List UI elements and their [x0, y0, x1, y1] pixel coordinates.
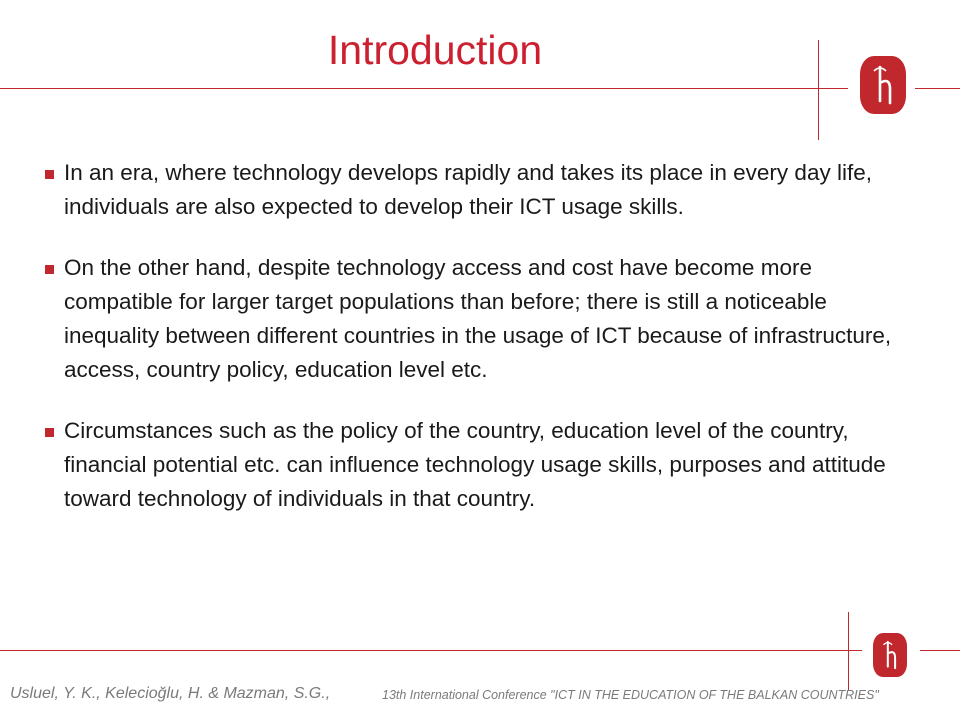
square-bullet-icon	[45, 265, 54, 274]
university-logo-icon	[873, 633, 907, 677]
bullet-text: Circumstances such as the policy of the country, education level of the country, financial potential etc. can influence technology usage skills, purposes and attitude toward technology of individuals in that country.	[64, 418, 886, 511]
bullet-item	[42, 414, 922, 516]
top-vertical-divider	[818, 40, 819, 140]
slide-title: Introduction	[327, 27, 543, 73]
university-logo-icon	[860, 56, 906, 114]
top-divider-left	[0, 88, 848, 89]
footer-conference: 13th International Conference "ICT IN THE EDUCATION OF THE BALKAN COUNTRIES"	[382, 688, 879, 702]
bottom-vertical-divider	[848, 612, 849, 690]
top-divider-right	[915, 88, 960, 89]
bottom-divider-left	[0, 650, 862, 651]
bottom-divider-right	[920, 650, 960, 651]
bullet-text: On the other hand, despite technology access and cost have become more compatible for larger target populations than before; there is still a noticeable inequality between different countries in the usage of ICT because of infrastructure, access, country policy, education level etc.	[64, 255, 892, 382]
square-bullet-icon	[45, 428, 54, 437]
bullet-item	[42, 251, 922, 387]
bullet-list	[42, 156, 922, 543]
footer-authors: Usluel, Y. K., Kelecioğlu, H. & Mazman, S.G.,	[10, 685, 331, 702]
square-bullet-icon	[45, 170, 54, 179]
bullet-text: In an era, where technology develops rapidly and takes its place in every day life, individuals are also expected to develop their ICT usage skills.	[64, 160, 872, 219]
bullet-item	[42, 156, 922, 224]
